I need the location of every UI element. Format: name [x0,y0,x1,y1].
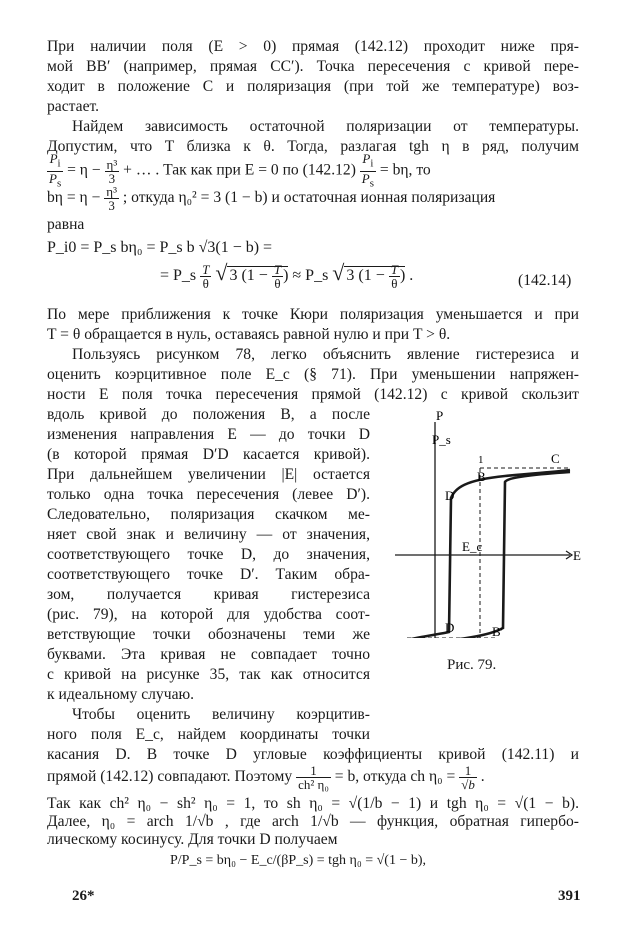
text-line: изменения направления E — до точки D [47,426,370,443]
text-line: Пользуясь рисунком 78, легко объяснить явление гистерезиса и [72,346,579,363]
text-line: касания D. В точке D угловые коэффициенты кривой (142.11) и [47,746,579,763]
display-equation: P/P_s = bη₀ − E_c/(βP_s) = tgh η₀ = √(1 − b), [170,853,427,868]
label-b: B [477,469,486,484]
hysteresis-left-branch [407,470,570,638]
text-line: лическому косинусу. Для точки D получаем [47,831,338,848]
text-line: ходит в положение C и поляризация (при той же температуре) воз- [47,78,579,95]
eq-part: + … . Так как при E = 0 по (142.12) [123,161,360,179]
text-line: ветствующие точки обозначены теми же [47,626,370,643]
text-line: ного поля E_c, найдем координаты точки [47,726,370,743]
label-e: E [573,548,581,563]
text-line: При наличии поля (E > 0) прямая (142.12) проходит ниже пря- [47,38,579,55]
eq-part: ≈ P_s [292,267,329,284]
text-line: буквами. Эта кривая не совпадает точно [47,646,370,663]
text-line: ности E поля точка пересечения прямой (142.12) с кривой скользит [47,386,579,403]
text-line: T = θ обращается в нуль, оставаясь равной нулю и при T > θ. [47,326,451,343]
text-line: (рис. 79), на которой для удобства соот- [47,606,370,623]
text-line: Найдем зависимость остаточной поляризации от температуры. [72,118,579,135]
label-bp: B′ [492,624,504,638]
text-line: с кривой на рисунке 35, так как относится [47,666,370,683]
page-number: 391 [558,888,581,904]
text-line: мой BB′ (например, прямая CC′). Точка пересечения с кривой пере- [47,58,579,75]
text-line: Далее, η₀ = arch 1/√b , где arch 1/√b — функция, обратная гипербо- [47,813,579,830]
equation-line: $\frac{P_i}{P_s}$ = η − $\frac{\text{η³}}{3}$ + … . Так как при E = 0 по (142.12) $\frac{P_i}{P_s}$ = bη, то [49,151,431,190]
label-p: P [436,408,444,423]
equation-line: прямой (142.12) совпадают. Поэтому $\frac{1}{\text{ch² η₀}}$ = b, откуда ch η₀ = $\frac{1}{√b}$ . [47,763,485,792]
display-equation: = P_s $\frac{T}{\theta}$ √ 3 (1 − $\frac{T}{\theta}$ ) ≈ P_s √ 3 (1 − $\frac{T}{\theta}$ ) . [160,260,414,291]
eq-part: ; откуда η₀² = 3 (1 − b) и остаточная ионная поляризация [122,189,496,207]
equation-number: (142.14) [518,272,572,289]
label-d: D [445,488,455,503]
figure-caption: Рис. 79. [447,657,497,673]
text-line: Следовательно, поляризация скачком ме- [47,506,370,523]
label-one: 1 [478,454,484,466]
equation-line: bη = η − $\frac{\text{η³}}{3}$ ; откуда η₀² = 3 (1 − b) и остаточная ионная поляризация [47,184,496,213]
text-line: При дальнейшем увеличении |E| остается [47,466,370,483]
eq-part: прямой (142.12) совпадают. Поэтому [47,768,293,786]
label-ec: E_c [462,539,483,554]
label-d-lower: D [445,620,455,635]
label-c: C [551,451,560,466]
eq-part: = b, откуда ch η₀ = [334,768,460,786]
text-line: няет свой знак и величину — от значения, [47,526,370,543]
footer-signature: 26* [72,888,95,904]
text-line: (в которой прямая D′D касается кривой). [47,446,370,463]
text-line: к идеальному случаю. [47,686,195,703]
eq-part: = η − [67,161,105,179]
text-line: вдоль кривой до положения B, а после [47,406,370,423]
eq-part: = P_s [160,267,197,284]
eq-part: bη = η − [47,189,105,207]
hysteresis-figure [385,408,585,638]
text-line: равна [47,216,85,233]
text-line: растает. [47,98,100,115]
text-line: соответствующего точке D′. Таким обра- [47,566,370,583]
display-equation: P_i0 = P_s bη₀ = P_s b √3(1 − b) = [47,239,273,256]
text-line: Допустим, что T близка к θ. Тогда, разлагая tgh η в ряд, получим [47,138,579,155]
text-line: Чтобы оценить величину коэрцитив- [72,706,370,723]
text-line: оценить коэрцитивное поле E_c (§ 71). При уменьшении напряжен- [47,366,579,383]
text-line: Так как ch² η₀ − sh² η₀ = 1, то sh η₀ = √(1/b − 1) и tgh η₀ = √(1 − b). [47,795,579,812]
text-line: зом, получается кривая гистерезиса [47,586,370,603]
label-ps: P_s [432,432,451,447]
eq-part: = bη, то [379,161,431,179]
text-line: соответствующего точке D, до значения, [47,546,370,563]
text-line: только одна точка пересечения (левее D′). [47,486,370,503]
text-line: По мере приближения к точке Кюри поляризация уменьшается и при [47,306,579,323]
